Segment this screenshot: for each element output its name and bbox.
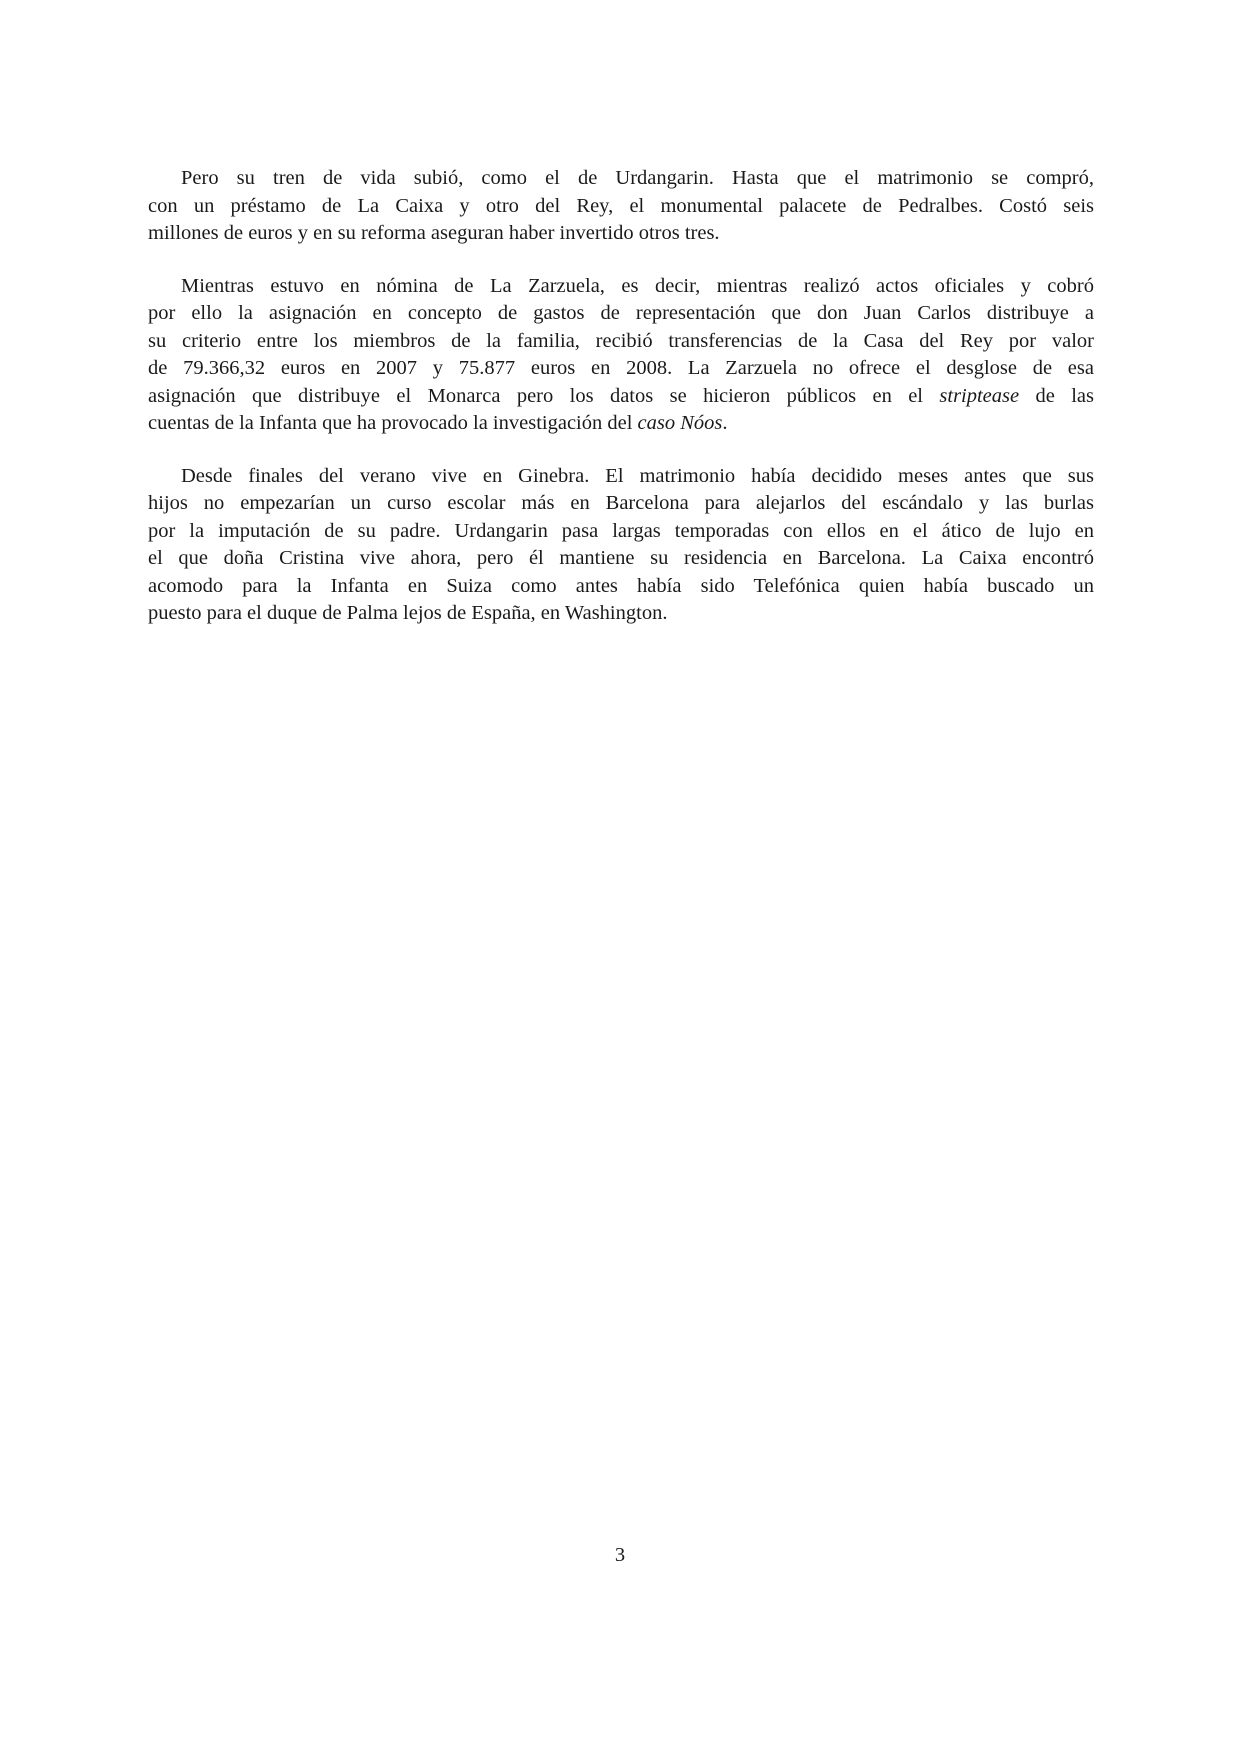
text-segment: Desde finales del verano vive en Ginebra. El matrimonio había decidido meses antes que sus [181, 464, 1094, 487]
italic-text: caso Nóos [637, 412, 723, 434]
text-segment: hijos no empezarían un curso escolar más en Barcelona para alejarlos del escándalo y las burlas [148, 492, 1094, 514]
text-line [148, 545, 1094, 573]
text-segment: . [722, 412, 728, 434]
text-segment: puesto para el duque de Palma lejos de España, en Washington. [148, 602, 668, 624]
text-line [148, 573, 1094, 601]
text-line [148, 220, 1094, 248]
paragraph [148, 273, 1094, 438]
text-segment: Mientras estuvo en nómina de La Zarzuela, es decir, mientras realizó actos oficiales y cobró [181, 274, 1094, 297]
text-segment: de las [1019, 384, 1095, 407]
text-segment: el que doña Cristina vive ahora, pero él mantiene su residencia en Barcelona. La Caixa encontró [148, 547, 1094, 569]
text-segment: por ello la asignación en concepto de gastos de representación que don Juan Carlos distribuye a [148, 302, 1094, 324]
italic-text: striptease [939, 384, 1020, 407]
text-segment: asignación que distribuye el Monarca pero los datos se hicieron públicos en el [148, 384, 940, 407]
text-line [148, 355, 1094, 383]
text-line [148, 463, 1094, 491]
text-line [148, 300, 1094, 328]
text-line [148, 383, 1094, 411]
paragraph [148, 463, 1094, 628]
text-line [148, 328, 1094, 356]
text-segment: su criterio entre los miembros de la familia, recibió transferencias de la Casa del Rey por valor [148, 329, 1094, 352]
paragraph [148, 165, 1094, 248]
text-line [148, 273, 1094, 301]
text-line [148, 600, 1094, 628]
text-segment: por la imputación de su padre. Urdangarin pasa largas temporadas con ellos en el ático de lujo en [148, 519, 1094, 542]
text-segment: Pero su tren de vida subió, como el de Urdangarin. Hasta que el matrimonio se compró, [181, 167, 1094, 189]
text-segment: millones de euros y en su reforma aseguran haber invertido otros tres. [148, 222, 720, 244]
text-line [148, 410, 1094, 438]
text-segment: cuentas de la Infanta que ha provocado la investigación del [148, 412, 638, 434]
body-text [148, 165, 1094, 653]
text-segment: con un préstamo de La Caixa y otro del Rey, el monumental palacete de Pedralbes. Costó seis [148, 194, 1094, 217]
text-line [148, 518, 1094, 546]
text-segment: acomodo para la Infanta en Suiza como antes había sido Telefónica quien había buscado un [148, 574, 1094, 597]
text-segment: de 79.366,32 euros en 2007 y 75.877 euros en 2008. La Zarzuela no ofrece el desglose de esa [148, 357, 1094, 379]
text-line [148, 193, 1094, 221]
text-line [148, 165, 1094, 193]
text-line [148, 490, 1094, 518]
page-number: 3 [614, 1544, 626, 1566]
